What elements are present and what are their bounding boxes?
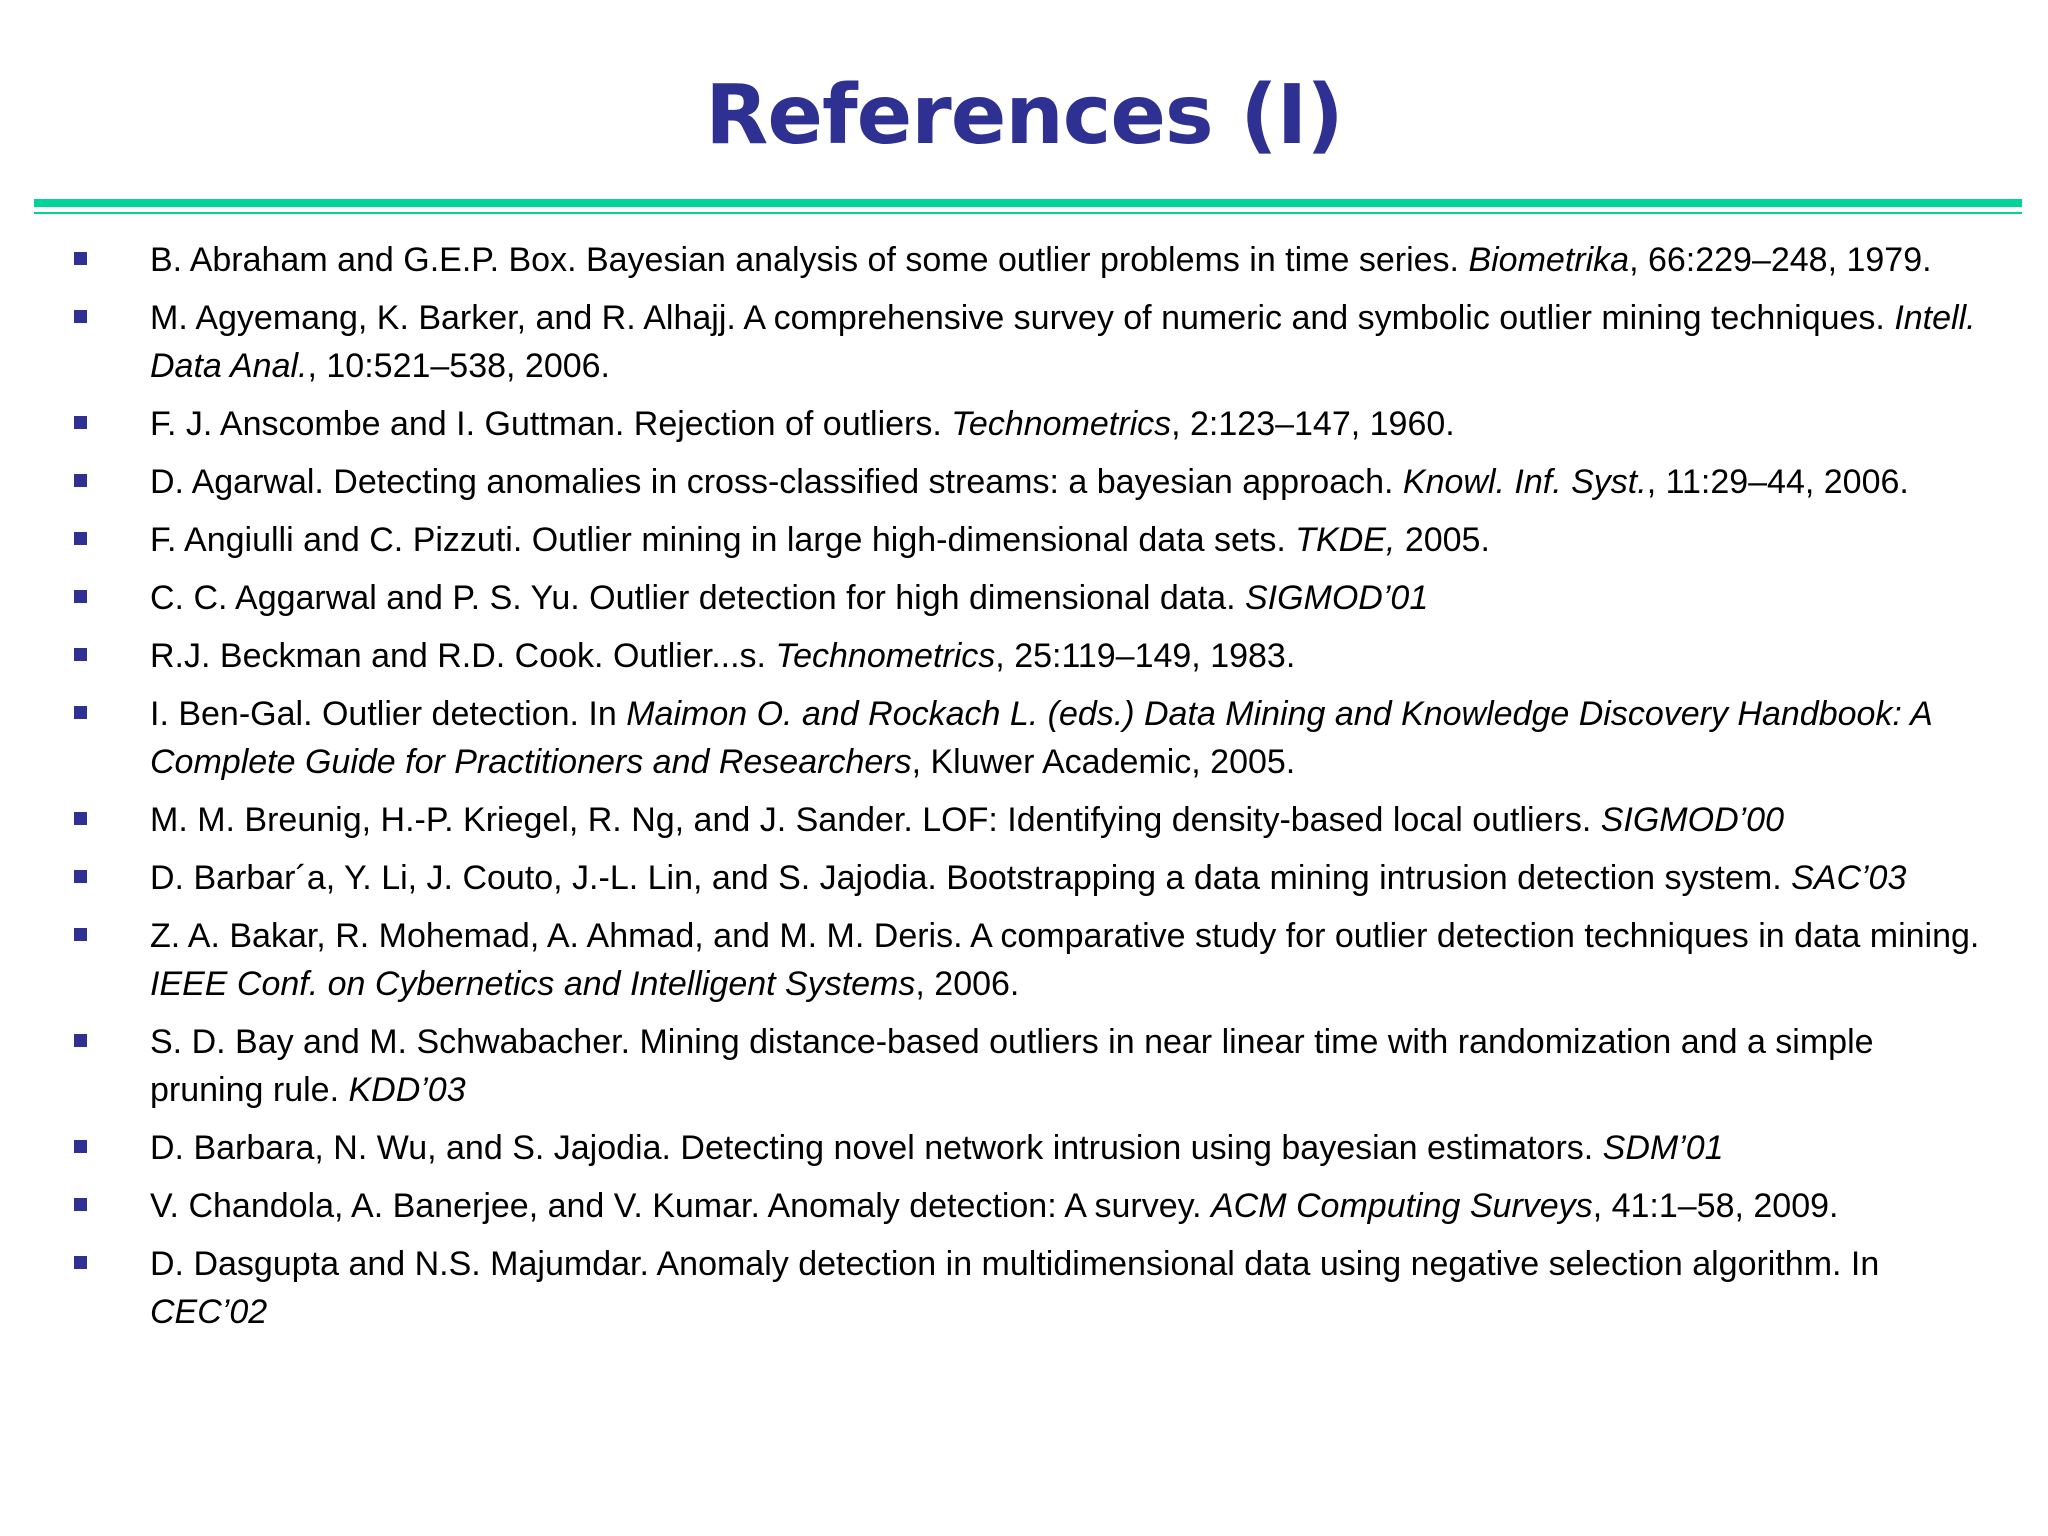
reference-venue: SIGMOD’00 [1600,801,1784,839]
square-bullet-icon [74,1256,87,1269]
reference-item [0,1018,2048,1114]
reference-text [150,1023,1874,1109]
reference-text [150,1129,1724,1167]
square-bullet-icon [74,1198,87,1211]
title-divider-thick [34,199,2022,207]
reference-item [0,1240,2048,1336]
reference-text [150,405,1455,443]
reference-item [0,632,2048,680]
reference-segment: , 41:1–58, 2009. [1592,1187,1839,1225]
reference-text [150,241,1932,279]
reference-venue: IEEE Conf. on Cybernetics and Intelligent Systems [150,965,916,1003]
reference-text [150,579,1428,617]
reference-item [0,574,2048,622]
reference-segment: D. Barbara, N. Wu, and S. Jajodia. Detecting novel network intrusion using bayesian estimators. [150,1129,1603,1167]
reference-text [150,299,1976,385]
reference-segment: , 66:229–248, 1979. [1629,241,1932,279]
reference-text [150,695,1931,781]
reference-text [150,917,1979,1003]
reference-segment: R.J. Beckman and R.D. Cook. Outlier...s. [150,637,776,675]
square-bullet-icon [74,474,87,487]
reference-item [0,516,2048,564]
reference-segment: , 10:521–538, 2006. [307,347,610,385]
reference-venue: KDD’03 [348,1071,466,1109]
reference-segment: Z. A. Bakar, R. Mohemad, A. Ahmad, and M. M. Deris. A comparative study for outlier detection techniques in data mining. [150,917,1980,955]
reference-segment: D. Dasgupta and N.S. Majumdar. Anomaly detection in multidimensional data using negative selection algorithm. In [150,1245,1880,1283]
reference-item [0,796,2048,844]
reference-segment: F. J. Anscombe and I. Guttman. Rejection of outliers. [150,405,952,443]
reference-segment: B. Abraham and G.E.P. Box. Bayesian analysis of some outlier problems in time series. [150,241,1469,279]
reference-text [150,801,1784,839]
reference-venue: Intell. Data Anal. [150,299,1976,385]
square-bullet-icon [74,1034,87,1047]
square-bullet-icon [74,706,87,719]
reference-segment: 2005. [1395,521,1490,559]
reference-segment: M. Agyemang, K. Barker, and R. Alhajj. A comprehensive survey of numeric and symbolic outlier mining techniques. [150,299,1895,337]
reference-segment: , 2:123–147, 1960. [1171,405,1455,443]
reference-item [0,1182,2048,1230]
reference-segment: , 25:119–149, 1983. [995,637,1296,675]
reference-venue: SAC’03 [1791,859,1907,897]
reference-text [150,1245,1879,1331]
reference-segment: S. D. Bay and M. Schwabacher. Mining distance-based outliers in near linear time with randomization and a simple pruning rule. [150,1023,1874,1109]
slide-title: References (I) [705,68,1343,163]
reference-segment: D. Agarwal. Detecting anomalies in cross-classified streams: a bayesian approach. [150,463,1403,501]
square-bullet-icon [74,1140,87,1153]
reference-text [150,859,1906,897]
reference-venue: Technometrics [775,637,996,675]
reference-venue: Biometrika [1468,241,1630,279]
reference-text [150,637,1295,675]
title-divider-thin [34,212,2022,214]
square-bullet-icon [74,648,87,661]
square-bullet-icon [74,252,87,265]
reference-item [0,400,2048,448]
square-bullet-icon [74,310,87,323]
reference-venue: ACM Computing Surveys [1211,1187,1593,1225]
reference-segment: C. C. Aggarwal and P. S. Yu. Outlier detection for high dimensional data. [150,579,1245,617]
reference-segment: , 11:29–44, 2006. [1646,463,1909,501]
reference-venue: SDM’01 [1602,1129,1724,1167]
reference-item [0,912,2048,1008]
reference-list [0,236,2048,1346]
reference-item [0,690,2048,786]
reference-venue: TKDE, [1295,521,1396,559]
reference-item [0,458,2048,506]
reference-segment: V. Chandola, A. Banerjee, and V. Kumar. Anomaly detection: A survey. [150,1187,1211,1225]
reference-item [0,1124,2048,1172]
reference-segment: D. Barbar´a, Y. Li, J. Couto, J.-L. Lin, and S. Jajodia. Bootstrapping a data mining intrusion detection system. [150,859,1792,897]
square-bullet-icon [74,532,87,545]
reference-text [150,521,1490,559]
reference-venue: Knowl. Inf. Syst. [1402,463,1647,501]
reference-item [0,854,2048,902]
square-bullet-icon [74,870,87,883]
reference-venue: Maimon O. and Rockach L. (eds.) Data Mining and Knowledge Discovery Handbook: A Complete Guide for Practitioners and Researchers [150,695,1932,781]
reference-venue: Technometrics [951,405,1172,443]
reference-segment: , Kluwer Academic, 2005. [911,743,1296,781]
reference-text [150,1187,1838,1225]
square-bullet-icon [74,590,87,603]
square-bullet-icon [74,928,87,941]
reference-venue: CEC’02 [150,1293,268,1331]
reference-item [0,236,2048,284]
square-bullet-icon [74,812,87,825]
reference-venue: SIGMOD’01 [1244,579,1429,617]
reference-segment: I. Ben-Gal. Outlier detection. In [150,695,627,733]
square-bullet-icon [74,416,87,429]
reference-segment: M. M. Breunig, H.-P. Kriegel, R. Ng, and J. Sander. LOF: Identifying density-based local outliers. [150,801,1601,839]
reference-item [0,294,2048,390]
reference-text [150,463,1909,501]
reference-segment: , 2006. [915,965,1020,1003]
reference-segment: F. Angiulli and C. Pizzuti. Outlier mining in large high-dimensional data sets. [150,521,1296,559]
